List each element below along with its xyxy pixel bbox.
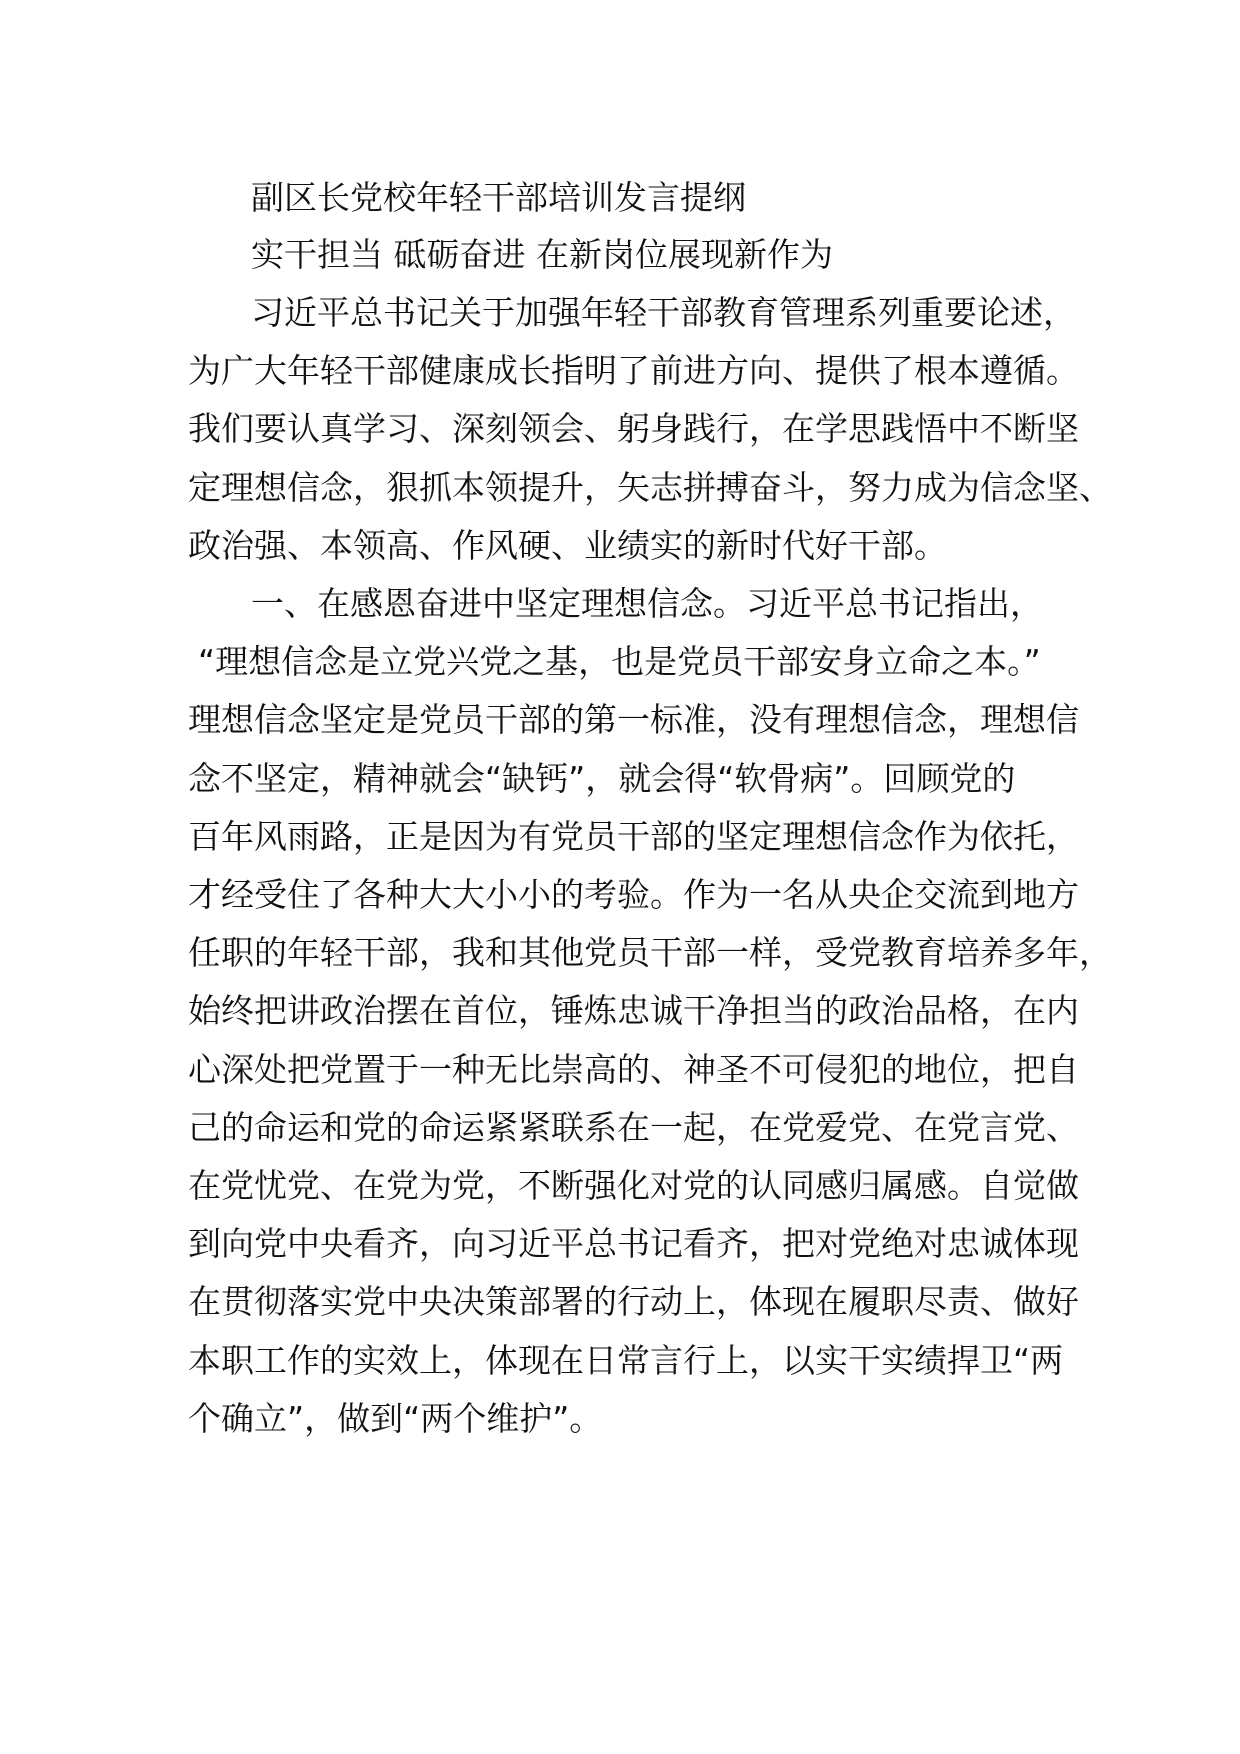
- paragraph-line: 到向党中央看齐，向习近平总书记看齐，把对党绝对忠诚体现: [188, 1224, 1079, 1263]
- document-subheading: 实干担当 砥砺奋进 在新岗位展现新作为: [251, 235, 833, 274]
- paragraph-line: 政治强、本领高、作风硬、业绩实的新时代好干部。: [188, 526, 947, 565]
- paragraph-line: 个确立”，做到“两个维护”。: [188, 1399, 603, 1438]
- paragraph-line: 在党忧党、在党为党，不断强化对党的认同感归属感。自觉做: [188, 1166, 1079, 1205]
- paragraph-line: 任职的年轻干部，我和其他党员干部一样，受党教育培养多年，: [188, 933, 1112, 972]
- paragraph-line: 我们要认真学习、深刻领会、躬身践行，在学思践悟中不断坚: [188, 409, 1079, 448]
- paragraph-line: 才经受住了各种大大小小的考验。作为一名从央企交流到地方: [188, 875, 1079, 914]
- paragraph-line: 一、在感恩奋进中坚定理想信念。习近平总书记指出，: [251, 584, 1043, 623]
- paragraph-line: 理想信念坚定是党员干部的第一标准，没有理想信念，理想信: [188, 700, 1079, 739]
- paragraph-line: 始终把讲政治摆在首位，锤炼忠诚干净担当的政治品格，在内: [188, 991, 1079, 1030]
- document-heading: 副区长党校年轻干部培训发言提纲: [251, 178, 746, 217]
- paragraph-line: 念不坚定，精神就会“缺钙”，就会得“软骨病”。回顾党的: [188, 759, 1016, 798]
- paragraph-line: 在贯彻落实党中央决策部署的行动上，体现在履职尽责、做好: [188, 1282, 1079, 1321]
- paragraph-line: 定理想信念，狠抓本领提升，矢志拼搏奋斗，努力成为信念坚、: [188, 468, 1112, 507]
- paragraph-line: 为广大年轻干部健康成长指明了前进方向、提供了根本遵循。: [188, 351, 1079, 390]
- paragraph-line: “理想信念是立党兴党之基，也是党员干部安身立命之本。”: [198, 642, 1041, 681]
- paragraph-line: 习近平总书记关于加强年轻干部教育管理系列重要论述，: [251, 293, 1076, 332]
- paragraph-line: 百年风雨路，正是因为有党员干部的坚定理想信念作为依托，: [188, 817, 1079, 856]
- paragraph-line: 本职工作的实效上，体现在日常言行上，以实干实绩捍卫“两: [188, 1341, 1064, 1380]
- paragraph-line: 心深处把党置于一种无比崇高的、神圣不可侵犯的地位，把自: [188, 1050, 1079, 1089]
- paragraph-line: 己的命运和党的命运紧紧联系在一起，在党爱党、在党言党、: [188, 1108, 1079, 1147]
